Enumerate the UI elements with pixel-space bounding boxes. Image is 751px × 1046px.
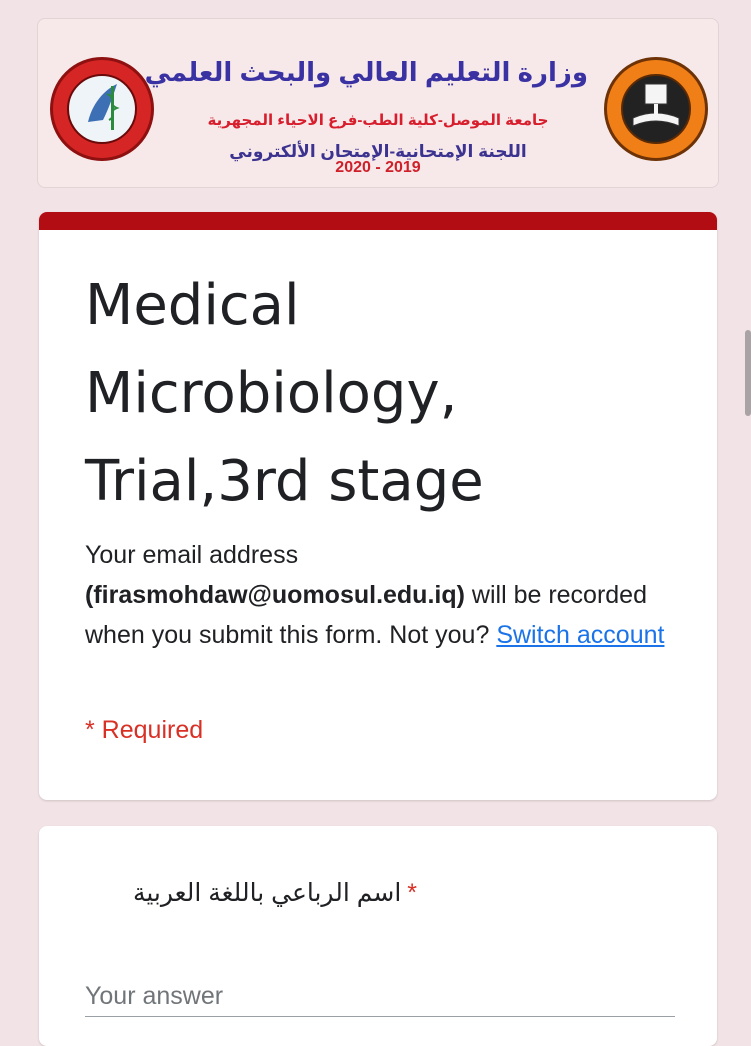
committee-line: اللجنة الإمتحانية-الإمتحان الألكتروني	[229, 142, 527, 161]
required-note: * Required	[85, 716, 204, 744]
form-title-card	[39, 212, 717, 800]
question-label	[133, 878, 417, 908]
university-line: جامعة الموصل-كلية الطب-فرع الاحياء المجهرية	[207, 112, 549, 129]
scrollbar[interactable]	[745, 330, 751, 416]
email-suffix: will be recorded when you submit this form. Not you?	[85, 581, 647, 649]
question-text: اسم الرباعي باللغة العربية	[132, 879, 402, 907]
required-asterisk: *	[407, 879, 417, 907]
accent-bar	[39, 212, 717, 230]
header-banner	[37, 18, 719, 188]
email-notice	[85, 535, 665, 655]
answer-input[interactable]	[85, 976, 675, 1017]
email-address: (firasmohdaw@uomosul.edu.iq)	[85, 581, 465, 609]
ministry-title: وزارة التعليم العالي والبحث العلمي	[144, 57, 588, 87]
email-prefix: Your email address	[85, 541, 299, 569]
university-seal-icon	[604, 57, 708, 161]
question-card	[39, 826, 717, 1046]
form-title: Medical Microbiology, Trial,3rd stage	[85, 273, 484, 514]
academic-year: 2020 - 2019	[335, 159, 421, 176]
switch-account-link[interactable]: Switch account	[496, 621, 665, 649]
college-seal-icon	[50, 57, 154, 161]
